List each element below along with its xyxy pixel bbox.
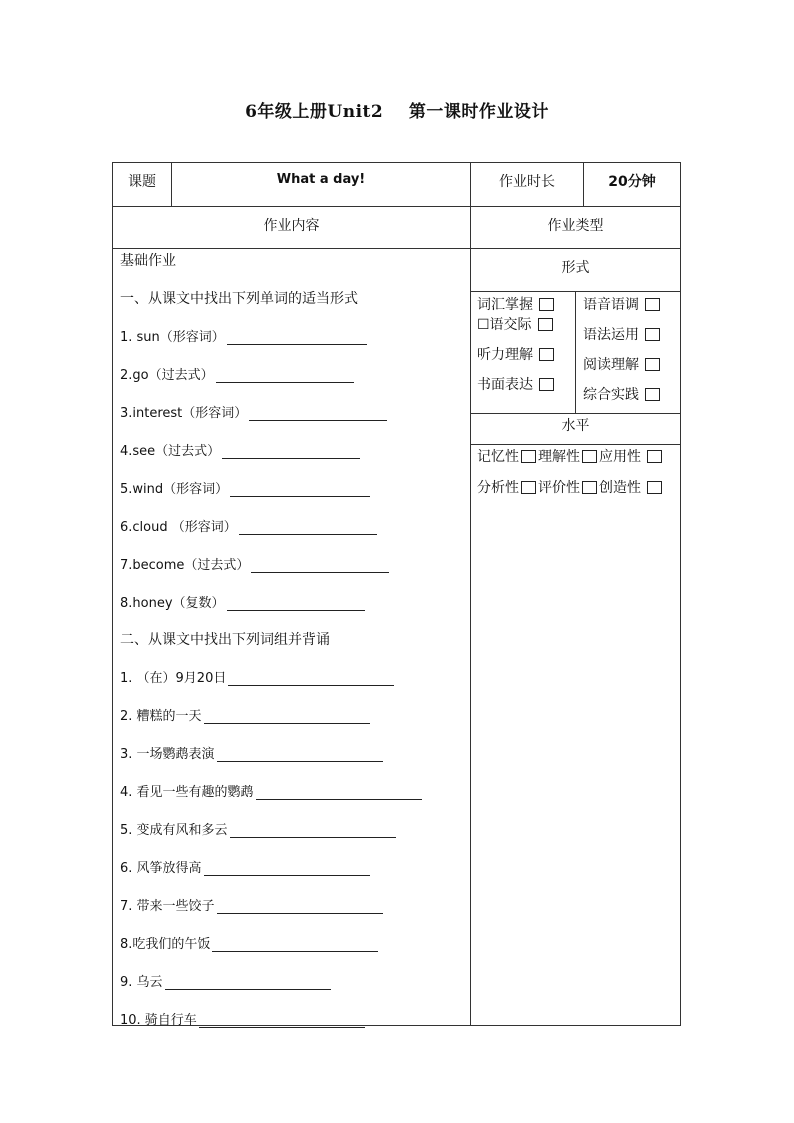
- word-item: 1. sun（形容词）: [120, 326, 367, 345]
- answer-blank[interactable]: [199, 1013, 365, 1028]
- checkbox[interactable]: [582, 481, 597, 494]
- answer-blank[interactable]: [217, 747, 383, 762]
- answer-blank[interactable]: [228, 671, 394, 686]
- phrase-item: 4. 看见一些有趣的鹦鹉: [120, 781, 422, 800]
- checkbox[interactable]: [645, 388, 660, 401]
- content-label: 作业内容: [263, 218, 320, 234]
- phrase-item: 9. 乌云: [120, 971, 331, 990]
- answer-blank[interactable]: [256, 785, 422, 800]
- word-item: 2.go（过去式）: [120, 364, 354, 383]
- phrase-item: 10. 骑自行车: [120, 1009, 365, 1028]
- phrase-item: 5. 变成有风和多云: [120, 819, 396, 838]
- duration-label: 作业时长: [499, 174, 555, 190]
- form-option: 听力理解: [477, 344, 554, 364]
- level-label: 水平: [561, 418, 590, 434]
- answer-blank[interactable]: [227, 330, 367, 345]
- divider-level-label: [470, 444, 681, 445]
- answer-blank[interactable]: [216, 368, 354, 383]
- section1-heading: 一、从课文中找出下列单词的适当形式: [120, 291, 358, 307]
- topic-value: What a day!: [276, 172, 366, 187]
- word-item: 8.honey（复数）: [120, 592, 365, 611]
- form-option: 词汇掌握: [477, 294, 554, 314]
- checkbox[interactable]: [645, 328, 660, 341]
- page-title: 6年级上册Unit2 第一课时作业设计: [245, 102, 549, 122]
- word-item: 5.wind（形容词）: [120, 478, 370, 497]
- checkbox[interactable]: [647, 481, 662, 494]
- form-option: 语音语调: [583, 294, 660, 314]
- form-option: 语法运用: [583, 324, 660, 344]
- divider-form-col: [575, 291, 576, 413]
- word-item: 6.cloud （形容词）: [120, 516, 377, 535]
- answer-blank[interactable]: [239, 520, 377, 535]
- duration-value: 20分钟: [608, 174, 656, 190]
- checkbox[interactable]: [538, 318, 553, 331]
- divider-row1: [112, 206, 681, 207]
- phrase-item: 6. 风筝放得高: [120, 857, 370, 876]
- form-option: 综合实践: [583, 384, 660, 404]
- checkbox[interactable]: [647, 450, 662, 463]
- checkbox[interactable]: [521, 481, 536, 494]
- phrase-item: 1. （在）9月20日: [120, 667, 394, 686]
- checkbox[interactable]: [539, 298, 554, 311]
- answer-blank[interactable]: [217, 899, 383, 914]
- checkbox[interactable]: [645, 358, 660, 371]
- answer-blank[interactable]: [204, 709, 370, 724]
- phrase-item: 3. 一场鹦鹉表演: [120, 743, 383, 762]
- phrase-item: 7. 带来一些饺子: [120, 895, 383, 914]
- divider-form-end: [470, 413, 681, 414]
- basic-homework-heading: 基础作业: [120, 253, 176, 269]
- answer-blank[interactable]: [212, 937, 378, 952]
- answer-blank[interactable]: [165, 975, 331, 990]
- answer-blank[interactable]: [222, 444, 360, 459]
- level-row-1: 记忆性 理解性 应用性: [477, 446, 664, 466]
- form-option: ☐语交际: [477, 314, 553, 334]
- table-border-left: [112, 162, 113, 1026]
- answer-blank[interactable]: [230, 482, 370, 497]
- form-option: 阅读理解: [583, 354, 660, 374]
- section2-heading: 二、从课文中找出下列词组并背诵: [120, 632, 330, 648]
- answer-blank[interactable]: [204, 861, 370, 876]
- word-item: 3.interest（形容词）: [120, 402, 387, 421]
- topic-label: 课题: [128, 174, 156, 190]
- answer-blank[interactable]: [227, 596, 365, 611]
- form-label: 形式: [561, 260, 590, 276]
- checkbox[interactable]: [521, 450, 536, 463]
- answer-blank[interactable]: [230, 823, 396, 838]
- word-item: 7.become（过去式）: [120, 554, 389, 573]
- phrase-item: 2. 糟糕的一天: [120, 705, 370, 724]
- answer-blank[interactable]: [249, 406, 387, 421]
- answer-blank[interactable]: [251, 558, 389, 573]
- checkbox[interactable]: [582, 450, 597, 463]
- level-row-2: 分析性 评价性 创造性: [477, 477, 664, 497]
- table-border-top: [112, 162, 681, 163]
- checkbox[interactable]: [539, 378, 554, 391]
- word-item: 4.see（过去式）: [120, 440, 360, 459]
- checkbox[interactable]: [539, 348, 554, 361]
- phrase-item: 8.吃我们的午饭: [120, 933, 378, 952]
- form-option: 书面表达: [477, 374, 554, 394]
- checkbox[interactable]: [645, 298, 660, 311]
- type-label: 作业类型: [547, 218, 604, 234]
- divider-row2: [112, 248, 681, 249]
